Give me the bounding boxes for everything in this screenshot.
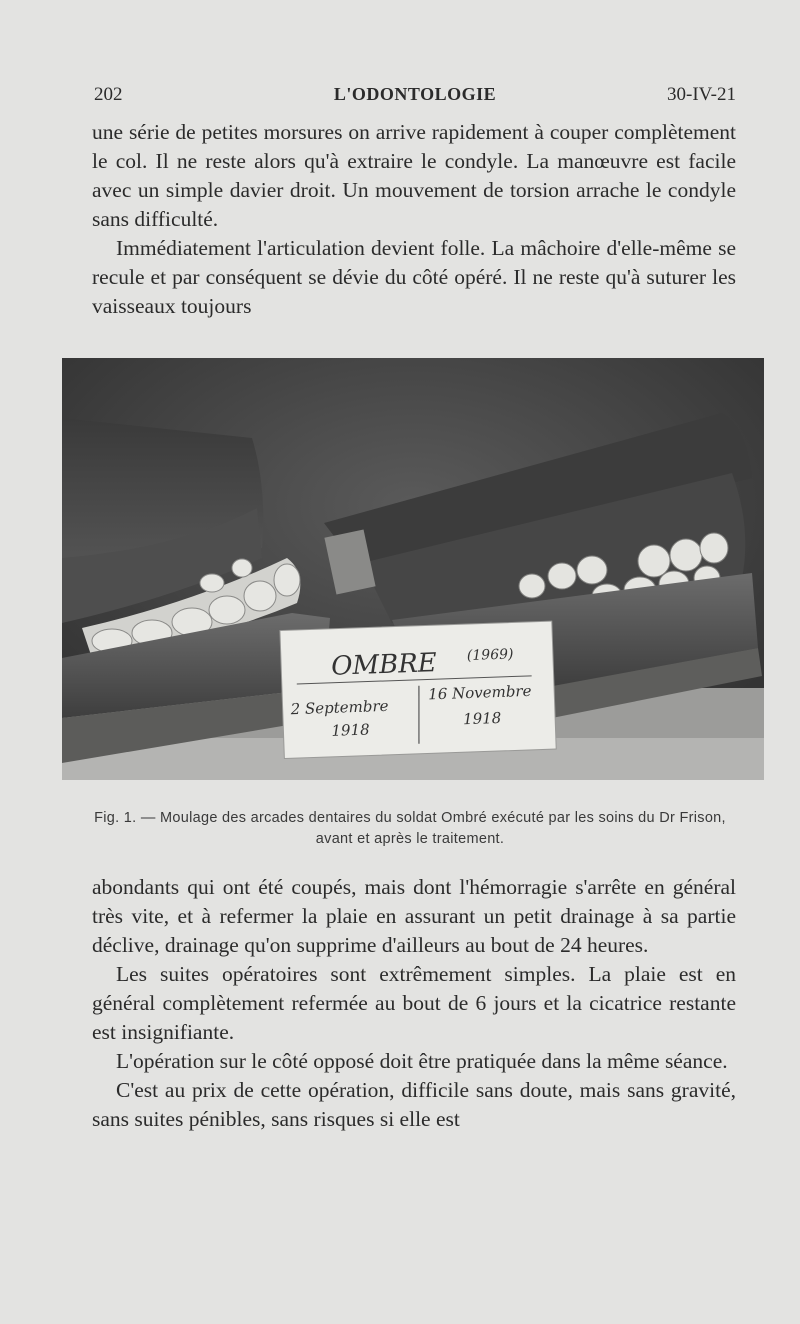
- body-text-top: [92, 118, 736, 321]
- label-name: OMBRE: [330, 648, 438, 682]
- journal-title: L'ODONTOLOGIE: [333, 84, 497, 104]
- paragraph: abondants qui ont été coupés, mais dont l'hémorragie s'arrête en général très vite, et à refermer la plaie en assurant un petit drainage à sa partie déclive, drainage qu'on supprime d'ailleurs au bout de 24 heures.: [92, 875, 736, 957]
- running-head: [94, 84, 736, 110]
- figure-caption: Fig. 1. — Moulage des arcades dentaires du soldat Ombré exécuté par les soins du Dr Frison, avant et après le traitement.: [94, 810, 726, 847]
- label-number: (1969): [466, 646, 514, 665]
- label-after-date: 16 Novembre: [427, 681, 532, 704]
- issue-date: 30-IV-21: [667, 84, 736, 105]
- paragraph: Immédiatement l'articulation devient folle. La mâchoire d'elle-même se recule et par conséquent se dévie du côté opéré. Il ne reste qu'à suturer les vaisseaux toujours: [92, 236, 736, 318]
- handwritten-label: [280, 621, 556, 758]
- dental-cast-photograph: [62, 358, 764, 780]
- label-before-date: 2 Septembre: [290, 696, 389, 719]
- label-before-year: 1918: [331, 720, 370, 740]
- paragraph: Les suites opératoires sont extrêmement simples. La plaie est en général complètement refermée au bout de 6 jours et la cicatrice restante est insignifiante.: [92, 962, 736, 1044]
- paragraph: une série de petites morsures on arrive rapidement à couper complètement le col. Il ne reste alors qu'à extraire le condyle. La manœuvre est facile avec un simple davier droit. Un mouvement de torsion arrache le condyle sans difficulté.: [92, 120, 736, 231]
- label-after-year: 1918: [462, 708, 502, 729]
- paragraph: L'opération sur le côté opposé doit être pratiquée dans la même séance.: [116, 1049, 728, 1073]
- page-number: 202: [94, 84, 123, 105]
- paragraph: C'est au prix de cette opération, difficile sans doute, mais sans gravité, sans suites pénibles, sans risques si elle est: [92, 1078, 736, 1131]
- body-text-bottom: [92, 873, 736, 1134]
